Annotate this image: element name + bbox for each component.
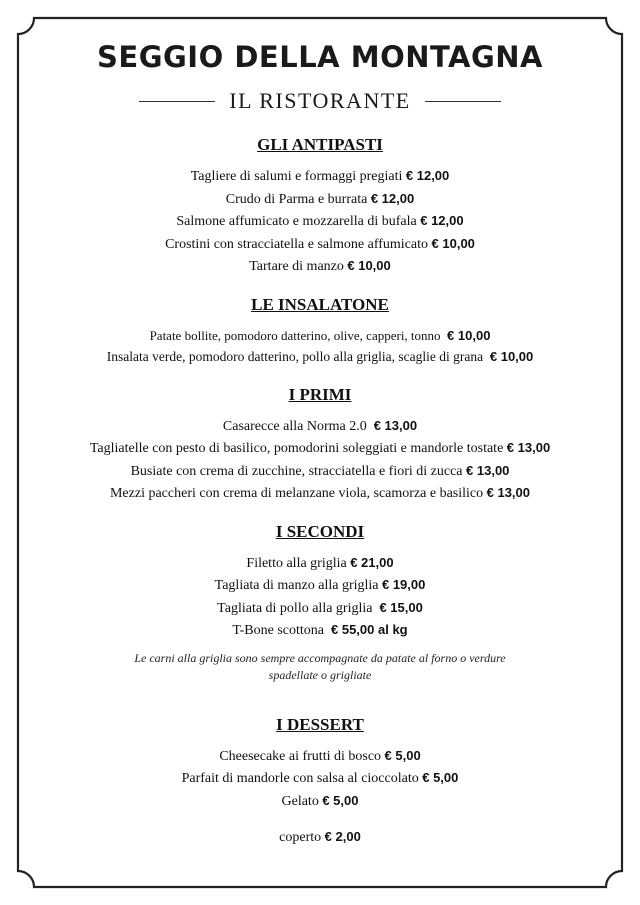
item-price: € 10,00 [431,235,475,251]
item-name: Parfait di mandorle con salsa al cioccolato [181,771,419,786]
item-name: Tagliere di salumi e formaggi pregiati [190,169,403,184]
item-price: € 55,00 al kg [331,622,408,637]
menu-item [20,745,620,768]
menu-item [20,597,620,620]
item-price: € 10,00 [489,349,534,364]
item-name: Gelato [281,793,319,809]
item-price: € 5,00 [322,792,359,808]
subtitle-right-rule [425,101,501,102]
menu-item [20,210,620,233]
section-title: I SECONDI [275,521,365,541]
menu-item [20,482,620,505]
item-name: Insalata verde, pomodoro datterino, pollo alla griglia, scaglie di grana [106,349,484,364]
cover-charge [0,829,640,846]
item-price: € 13,00 [486,485,530,500]
grill-side-note: Le carni alla griglia sono sempre accompagnate da patate al forno o verdure spadellate o grigliate [134,650,506,682]
menu-item [20,255,620,278]
item-name: Busiate con crema di zucchine, stracciatella e fiori di zucca [130,463,463,479]
section-primi [20,384,620,505]
item-name: Mezzi paccheri con crema di melanzane viola, scamorza e basilico [109,486,484,501]
item-name: Tagliata di manzo alla griglia [214,578,379,593]
item-name: Tagliatelle con pesto di basilico, pomodorini soleggiati e mandorle tostate [89,441,504,456]
item-name: Casarecce alla Norma 2.0 [222,418,367,434]
subtitle-row [0,86,640,116]
item-price: € 13,00 [466,462,510,478]
item-price: € 13,00 [506,440,551,455]
item-name: Patate bollite, pomodoro datterino, olive, capperi, tonno [149,327,441,343]
item-price: € 5,00 [384,747,421,763]
section-title: GLI ANTIPASTI [257,135,383,154]
item-price: € 21,00 [350,554,394,570]
item-price: € 10,00 [447,327,491,343]
menu-item [20,437,620,460]
item-name: Cheesecake ai frutti di bosco [219,748,382,764]
item-price: € 19,00 [381,577,426,592]
item-name: T-Bone scottona [232,623,324,638]
cover-charge-label: coperto [279,830,322,845]
item-price: € 5,00 [422,770,459,785]
menu-body [20,134,620,812]
menu-item [20,346,620,368]
item-name: Filetto alla griglia [246,555,347,571]
section-secondi [20,521,620,684]
menu-item [20,790,620,813]
subtitle-left-rule [139,101,215,102]
section-insalatone [20,294,620,368]
item-name: Crostini con stracciatella e salmone affumicato [165,236,429,252]
section-title: LE INSALATONE [251,294,389,314]
menu-item [20,767,620,790]
section-dessert [20,714,620,813]
item-price: € 10,00 [347,258,391,273]
item-name: Crudo di Parma e burrata [225,191,368,207]
section-title: I DESSERT [276,714,364,734]
menu-item [20,552,620,575]
menu-item [20,574,620,597]
menu-item [20,188,620,211]
menu-item [20,233,620,256]
menu-item [20,619,620,642]
section-title: I PRIMI [288,384,352,404]
restaurant-subtitle: IL RISTORANTE [229,88,411,113]
item-name: Tagliata di pollo alla griglia [217,600,373,616]
item-price: € 12,00 [420,213,464,228]
item-price: € 12,00 [405,168,450,183]
menu-item [20,415,620,438]
section-antipasti [20,134,620,278]
item-name: Salmone affumicato e mozzarella di bufala [176,214,417,229]
item-price: € 13,00 [373,417,418,433]
item-name: Tartare di manzo [249,259,344,274]
item-price: € 12,00 [370,190,415,206]
cover-charge-price: € 2,00 [324,829,361,844]
menu-item [20,460,620,483]
menu-item [20,165,620,188]
restaurant-name: SEGGIO DELLA MONTAGNA [97,40,543,74]
item-price: € 15,00 [379,599,423,615]
menu-item [20,325,620,347]
